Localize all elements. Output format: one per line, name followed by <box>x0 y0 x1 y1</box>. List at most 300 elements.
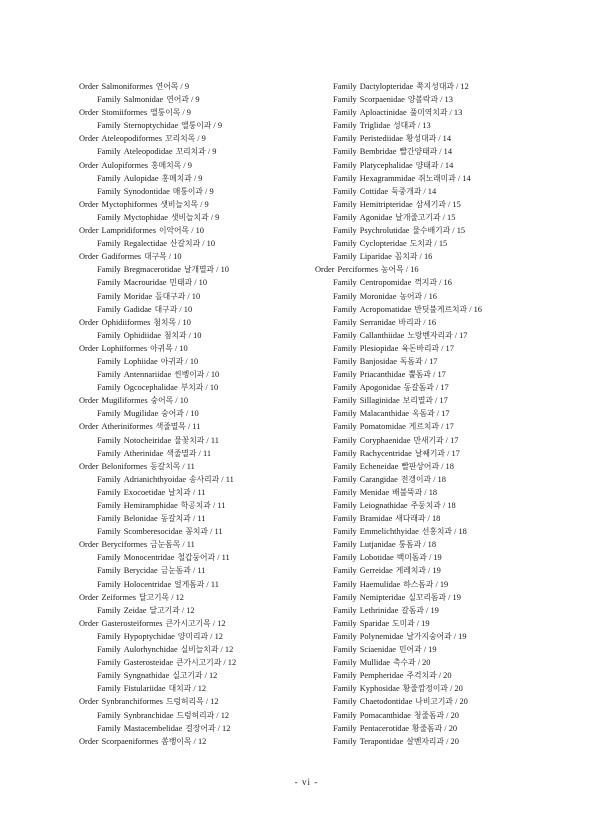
page-reference: 16 <box>443 278 452 288</box>
family-entry <box>79 290 319 303</box>
korean-name: 씬벵이과 <box>174 370 205 380</box>
page-reference: 18 <box>428 487 438 497</box>
rank-label: Order <box>79 461 99 471</box>
korean-name: 날가지숭어과 <box>406 631 452 641</box>
family-entry <box>315 198 605 211</box>
latin-name: Rachycentridae <box>359 448 412 458</box>
page-separator: / <box>440 212 448 222</box>
latin-name: Moridae <box>123 291 153 301</box>
korean-name: 노랑벤자리과 <box>407 330 453 340</box>
page-reference: 17 <box>450 435 459 445</box>
korean-name: 백미돔과 <box>396 553 427 563</box>
page-separator: / <box>196 448 203 458</box>
korean-name: 민어과 <box>399 645 422 655</box>
korean-name: 실고기과 <box>172 671 203 681</box>
korean-name: 달고기목 <box>138 592 170 602</box>
page-reference: 19 <box>432 566 441 576</box>
rank-label: Order <box>79 592 99 602</box>
latin-name: Liparidae <box>359 252 392 262</box>
family-entry <box>315 656 605 669</box>
page-reference: 17 <box>445 422 454 432</box>
page-separator: / <box>421 645 429 655</box>
page-reference: 19 <box>430 605 439 615</box>
page-separator: / <box>417 252 424 262</box>
korean-name: 양미리과 <box>177 631 209 641</box>
korean-name: 풀미역치과 <box>409 108 448 118</box>
page-separator: / <box>451 631 459 641</box>
rank-label: Family <box>333 422 357 432</box>
family-entry <box>315 106 605 119</box>
page-reference: 10 <box>193 330 202 340</box>
latin-name: Terapontidae <box>359 736 404 746</box>
rank-label: Family <box>333 226 357 236</box>
latin-name: Coryphaenidae <box>359 435 411 445</box>
page-reference: 19 <box>421 618 430 628</box>
rank-label: Order <box>79 252 99 262</box>
family-entry <box>315 329 605 342</box>
latin-name: Gadiformes <box>101 252 142 262</box>
page-separator: / <box>178 82 185 91</box>
korean-name: 샛비늘치과 <box>170 212 209 222</box>
latin-name: Adrianichthyoidae <box>123 474 187 484</box>
page-separator: / <box>421 186 428 196</box>
rank-label: Order <box>79 317 99 327</box>
korean-name: 첨치목 <box>153 317 176 327</box>
rank-label: Family <box>97 579 121 589</box>
rank-label: Family <box>333 592 357 602</box>
order-entry <box>79 159 319 172</box>
korean-name: 날개줄고기과 <box>395 212 441 222</box>
family-entry <box>315 604 605 617</box>
rank-label: Family <box>97 514 121 524</box>
order-entry <box>79 316 319 329</box>
page-reference: 17 <box>445 343 454 353</box>
page-separator: / <box>439 461 446 471</box>
rank-label: Order <box>79 134 99 144</box>
page-reference: 19 <box>433 553 442 563</box>
page-reference: 12 <box>197 736 207 746</box>
page-separator: / <box>455 173 463 183</box>
page-separator: / <box>180 108 187 118</box>
page-reference: 12 <box>175 592 184 602</box>
rank-label: Family <box>333 212 357 222</box>
family-entry <box>79 604 319 617</box>
korean-name: 꼼치과 <box>394 252 418 262</box>
rank-label: Family <box>333 566 357 576</box>
order-entry <box>79 132 319 145</box>
family-entry <box>79 709 319 722</box>
page-reference: 11 <box>225 474 234 484</box>
korean-name: 금눈돔목 <box>150 540 181 550</box>
latin-name: Polynemidae <box>359 631 404 641</box>
rank-label: Family <box>97 409 121 419</box>
latin-name: Ateleopodiformes <box>101 134 163 144</box>
page-reference: 16 <box>427 317 437 327</box>
family-entry <box>315 695 605 708</box>
page-separator: / <box>172 343 180 353</box>
page-separator: / <box>186 330 194 340</box>
page-separator: / <box>179 605 187 615</box>
latin-name: Regalectidae <box>123 239 167 249</box>
latin-name: Belonidae <box>123 514 158 524</box>
page-reference: 11 <box>214 527 223 537</box>
korean-name: 주걱치과 <box>406 671 437 681</box>
page-separator: / <box>208 631 215 641</box>
rank-label: Family <box>333 553 357 563</box>
latin-name: Scorpaenidae <box>359 95 405 105</box>
korean-name: 꼬리치목 <box>165 134 196 144</box>
korean-name: 숭어목 <box>150 396 174 406</box>
korean-name: 꺽지과 <box>414 278 437 288</box>
rank-label: Order <box>79 108 99 118</box>
family-entry <box>79 93 319 106</box>
family-entry <box>315 237 605 250</box>
korean-name: 연어과 <box>166 95 189 105</box>
index-column-left <box>79 80 319 748</box>
rank-label: Order <box>79 422 99 432</box>
korean-name: 물꽃치과 <box>174 435 205 445</box>
family-entry <box>315 224 605 237</box>
family-entry <box>315 303 605 316</box>
order-entry <box>79 420 319 433</box>
family-entry <box>79 578 319 591</box>
page-reference: 9 <box>195 95 200 105</box>
page-separator: / <box>437 147 444 157</box>
page-separator: / <box>426 553 434 563</box>
korean-name: 빨판상어과 <box>401 461 439 471</box>
latin-name: Ophidiiformes <box>101 317 151 327</box>
family-entry <box>315 381 605 394</box>
family-entry <box>315 564 605 577</box>
page-reference: 10 <box>210 370 220 380</box>
family-entry <box>79 145 319 158</box>
latin-name: Serranidae <box>359 317 396 327</box>
latin-name: Monocentridae <box>123 553 175 563</box>
page-separator: / <box>210 618 218 628</box>
page-reference: 11 <box>197 566 206 576</box>
latin-name: Ophidiidae <box>123 330 161 340</box>
rank-label: Family <box>97 186 121 196</box>
page-reference: 12 <box>214 631 223 641</box>
rank-label: Family <box>333 173 357 183</box>
page-reference: 9 <box>201 134 206 144</box>
latin-name: Notocheiridae <box>123 435 172 445</box>
page-reference: 10 <box>191 291 201 301</box>
korean-name: 큰가시고기과 <box>176 658 222 668</box>
family-entry <box>79 329 319 342</box>
rank-label: Family <box>333 304 357 314</box>
korean-name: 매퉁이과 <box>172 186 203 196</box>
family-entry <box>79 407 319 420</box>
family-entry <box>315 591 605 604</box>
latin-name: Beryciformes <box>101 540 148 550</box>
korean-name: 둑중개과 <box>391 186 422 196</box>
page-reference: 10 <box>190 409 199 419</box>
page-reference: 14 <box>443 147 453 157</box>
korean-name: 쏨뱅이목 <box>161 736 192 746</box>
latin-name: Carangidae <box>359 474 398 484</box>
page-reference: 19 <box>439 579 449 589</box>
page-separator: / <box>438 160 445 170</box>
page-separator: / <box>183 409 191 419</box>
latin-name: Atheriniformes <box>101 422 153 432</box>
family-entry <box>315 290 605 303</box>
family-entry <box>79 630 319 643</box>
rank-label: Order <box>79 697 99 707</box>
rank-label: Family <box>333 710 357 720</box>
korean-name: 날개멸과 <box>183 265 215 275</box>
page-separator: / <box>425 514 432 524</box>
korean-name: 실비늘치과 <box>180 645 219 655</box>
latin-name: Syngnathidae <box>123 671 170 681</box>
rank-label: Family <box>97 370 121 380</box>
page-separator: / <box>169 592 176 602</box>
page-separator: / <box>403 265 411 275</box>
family-entry <box>79 434 319 447</box>
order-entry <box>79 538 319 551</box>
page-separator: / <box>425 566 433 576</box>
order-entry <box>79 250 319 263</box>
latin-name: Bregmacerotidae <box>123 265 181 275</box>
latin-name: Apogonidae <box>359 383 401 393</box>
page-reference: 18 <box>445 461 454 471</box>
latin-name: Hemiramphidae <box>123 501 178 510</box>
korean-name: 실꼬리돔과 <box>408 592 446 602</box>
family-entry <box>79 172 319 185</box>
page-separator: / <box>204 579 211 589</box>
rank-label: Family <box>333 658 357 668</box>
korean-name: 드렁허리과 <box>176 710 215 720</box>
korean-name: 전갱이과 <box>400 474 432 484</box>
latin-name: Holocentridae <box>123 579 172 589</box>
page-separator: / <box>215 553 222 563</box>
family-entry <box>315 722 605 735</box>
family-entry <box>315 434 605 447</box>
rank-label: Family <box>333 278 357 288</box>
page-reference: 20 <box>450 736 459 746</box>
korean-name: 샛비늘치목 <box>160 199 199 209</box>
family-entry <box>315 709 605 722</box>
family-entry <box>315 407 605 420</box>
page-reference: 10 <box>189 356 199 366</box>
order-entry <box>79 591 319 604</box>
page-reference: 11 <box>221 553 230 563</box>
latin-name: Mugilidae <box>123 409 159 419</box>
rank-label: Family <box>97 684 121 694</box>
latin-name: Aulopiformes <box>101 160 149 170</box>
page-separator: / <box>452 697 460 707</box>
korean-name: 농어목 <box>381 265 404 275</box>
latin-name: Bembridae <box>359 147 397 157</box>
korean-name: 갈돔과 <box>401 605 424 615</box>
page-separator: / <box>445 592 453 602</box>
page-separator: / <box>166 252 174 262</box>
korean-name: 쭉지성대과 <box>416 82 454 91</box>
rank-label: Family <box>333 343 357 353</box>
page-separator: / <box>189 226 196 236</box>
latin-name: Mastacembelidae <box>123 723 183 733</box>
page-reference: 20 <box>459 697 468 707</box>
korean-name: 촉수과 <box>392 658 416 668</box>
korean-name: 앨퉁이목 <box>150 108 181 118</box>
family-entry <box>315 735 605 748</box>
korean-name: 금눈돔과 <box>160 566 191 576</box>
page-reference: 10 <box>209 383 219 393</box>
page-separator: / <box>444 736 451 746</box>
page-reference: 12 <box>220 710 230 720</box>
page-reference: 17 <box>451 448 460 458</box>
page-reference: 17 <box>429 356 438 366</box>
page-reference: 9 <box>215 212 220 222</box>
family-entry <box>315 447 605 460</box>
rank-label: Family <box>97 330 121 340</box>
family-entry <box>315 486 605 499</box>
latin-name: Synodontidae <box>123 186 170 196</box>
page-separator: / <box>430 370 438 380</box>
rank-label: Family <box>97 147 121 157</box>
page-reference: 19 <box>458 631 467 641</box>
family-entry <box>315 355 605 368</box>
page-reference: 18 <box>427 540 437 550</box>
page-separator: / <box>422 356 430 366</box>
rank-label: Family <box>97 212 121 222</box>
family-entry <box>315 682 605 695</box>
rank-label: Family <box>97 645 121 655</box>
rank-label: Family <box>333 514 357 524</box>
page-reference: 12 <box>197 684 207 694</box>
latin-name: Menidae <box>359 487 390 497</box>
page-reference: 15 <box>447 212 456 222</box>
korean-name: 새다래과 <box>395 514 426 524</box>
korean-name: 농어과 <box>399 291 423 301</box>
latin-name: Gasterosteiformes <box>101 618 163 628</box>
page-separator: / <box>214 265 221 275</box>
family-entry <box>315 538 605 551</box>
latin-name: Sternoptychidae <box>123 121 179 131</box>
page-separator: / <box>447 684 455 694</box>
page-reference: 14 <box>444 160 454 170</box>
page-reference: 17 <box>440 383 449 393</box>
page-reference: 10 <box>220 265 229 275</box>
rank-label: Family <box>97 723 121 733</box>
page-separator: / <box>190 566 198 576</box>
family-entry <box>79 643 319 656</box>
family-entry <box>79 682 319 695</box>
page-separator: / <box>436 134 443 144</box>
latin-name: Berycidae <box>123 566 158 576</box>
latin-name: Hexagrammidae <box>359 173 416 183</box>
korean-name: 빨간양태과 <box>399 147 438 157</box>
page-reference: 11 <box>202 448 212 458</box>
korean-name: 첨치과 <box>163 330 187 340</box>
korean-name: 게레치과 <box>395 566 426 576</box>
page-reference: 9 <box>217 121 222 131</box>
latin-name: Scorpaeniformes <box>101 736 159 746</box>
order-entry <box>79 106 319 119</box>
family-entry <box>79 564 319 577</box>
page-reference: 10 <box>179 396 189 406</box>
latin-name: Plesiopidae <box>359 343 399 353</box>
rank-label: Family <box>333 396 357 406</box>
family-entry <box>79 722 319 735</box>
page-separator: / <box>444 448 452 458</box>
rank-label: Order <box>79 736 99 746</box>
page-reference: 12 <box>217 618 226 628</box>
page-reference: 9 <box>209 186 214 196</box>
family-entry <box>315 473 605 486</box>
korean-name: 돌대구과 <box>155 291 186 301</box>
page-separator: / <box>415 658 423 668</box>
korean-name: 앨퉁이과 <box>181 121 212 131</box>
family-entry <box>79 381 319 394</box>
family-entry <box>315 93 605 106</box>
korean-name: 꽁치과 <box>185 527 208 537</box>
page-separator: / <box>185 291 192 301</box>
page-reference: 17 <box>441 409 450 419</box>
latin-name: Perciformes <box>337 265 378 275</box>
page-reference: 10 <box>179 343 188 353</box>
rank-label: Order <box>79 199 99 209</box>
rank-label: Order <box>79 540 99 550</box>
page-separator: / <box>183 356 190 366</box>
rank-label: Order <box>79 396 99 406</box>
latin-name: Scomberesocidae <box>123 527 183 537</box>
rank-label: Order <box>79 343 99 353</box>
rank-label: Family <box>333 736 357 746</box>
rank-label: Family <box>333 697 357 707</box>
korean-name: 부치과 <box>180 383 204 393</box>
latin-name: Peristediidae <box>359 134 403 144</box>
rank-label: Family <box>333 723 357 733</box>
latin-name: Antennariidae <box>123 370 172 380</box>
page-separator: / <box>211 121 218 131</box>
page-separator: / <box>191 173 199 183</box>
rank-label: Family <box>333 239 357 249</box>
korean-name: 퉁돔과 <box>398 540 422 550</box>
page-reference: 9 <box>187 160 192 170</box>
latin-name: Cyclopteridae <box>359 239 407 249</box>
page-separator: / <box>205 147 213 157</box>
korean-name: 걸장어과 <box>185 723 216 733</box>
latin-name: Centropomidae <box>359 278 412 288</box>
page-reference: 10 <box>198 278 208 288</box>
korean-name: 반딧불게르치과 <box>414 304 468 314</box>
family-entry <box>79 669 319 682</box>
page-reference: 20 <box>450 710 459 720</box>
latin-name: Emmelichthyidae <box>359 527 419 537</box>
family-entry <box>79 276 319 289</box>
family-entry <box>315 420 605 433</box>
rank-label: Family <box>333 618 357 628</box>
order-entry <box>79 80 319 93</box>
page-separator: / <box>423 605 431 615</box>
family-entry <box>315 316 605 329</box>
rank-label: Family <box>333 370 357 380</box>
page-separator: / <box>218 645 225 655</box>
korean-name: 바리과 <box>398 317 422 327</box>
rank-label: Family <box>333 461 357 471</box>
page-reference: 12 <box>208 671 218 681</box>
page-reference: 10 <box>183 304 193 314</box>
page-separator: / <box>434 409 442 419</box>
rank-label: Family <box>333 527 357 537</box>
page-separator: / <box>176 317 183 327</box>
page-reference: 16 <box>428 291 437 301</box>
family-entry <box>315 276 605 289</box>
latin-name: Ogcocephalidae <box>123 383 178 393</box>
rank-label: Family <box>333 540 357 550</box>
rank-label: Family <box>97 671 121 681</box>
